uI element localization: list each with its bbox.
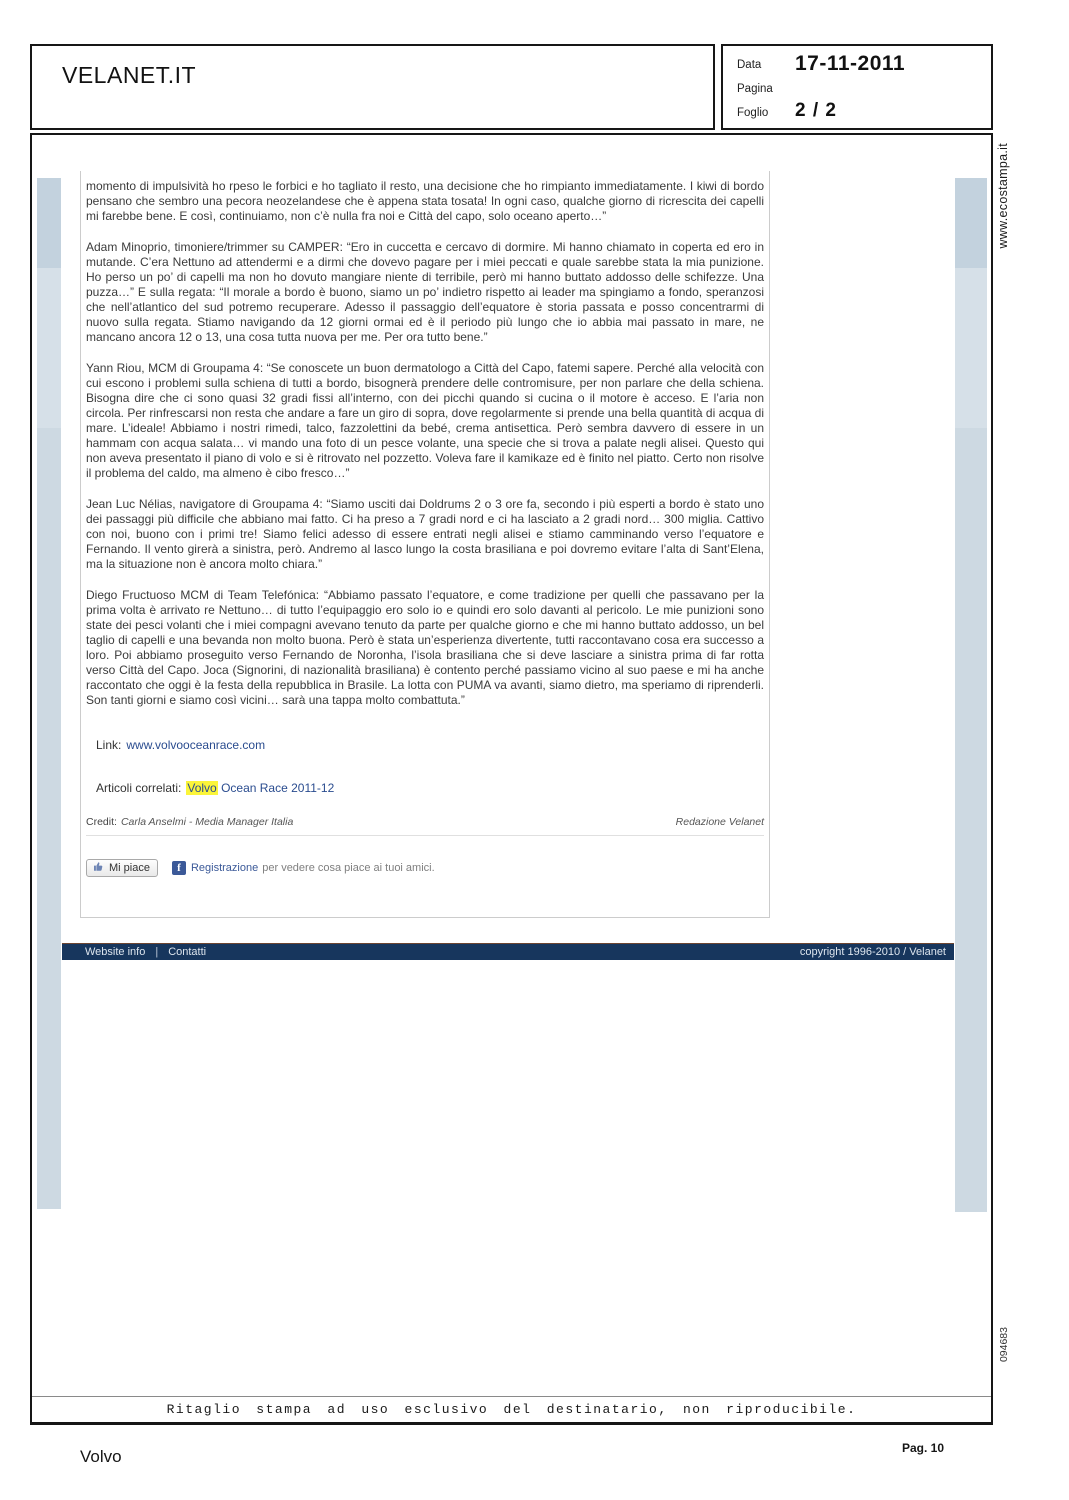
clipping-frame xyxy=(30,133,993,1425)
strip-block xyxy=(955,178,987,268)
strip-block xyxy=(37,428,61,1209)
clip-number: 094683 xyxy=(998,1327,1010,1363)
footer-link-contatti[interactable]: Contatti xyxy=(168,946,207,958)
clipping-subject: Volvo xyxy=(80,1447,122,1466)
related-link-text[interactable]: Ocean Race 2011-12 xyxy=(221,781,335,795)
disclaimer-text: Ritaglio stampa ad uso esclusivo del destinatario, non riproducibile. xyxy=(166,1402,857,1417)
sidebar-strip-right xyxy=(955,178,987,962)
article-paragraph: momento di impulsività ho rpeso le forbici e ho tagliato il resto, una decisione che ho rimpianto immediatamente. I kiwi di bordo pensano che sembro una pecora neozelandese che è appena stata tosata! In ogni caso, qualche giorno di ricrescita dei capelli mi farebbe bene. E così, continuiamo, non c’è nulla fra noi e Città del capo, solo oceano aperto…” xyxy=(86,179,764,223)
strip-block xyxy=(37,178,61,268)
fb-register-text: per vedere cosa piace ai tuoi amici. xyxy=(262,862,435,874)
strip-block xyxy=(37,268,61,428)
credit-left xyxy=(86,816,293,828)
disclaimer-strip xyxy=(32,1396,991,1422)
article-paragraph: Diego Fructuoso MCM di Team Telefónica: “Abbiamo passato l’equatore, e come tradizione per quelli che passavano per la prima volta è arrivato re Nettuno… di tutto l’equipaggio ero solo io e quindi ero solo davanti al pericolo. Le mie punizioni sono state dei pesci volanti che i miei compagni avevano tenuto da parte per qualche giorno e che mi hanno buttato addosso, un bel taglio di capelli e una bevanda non molto buona. Però è stata un’esperienza divertente, tutti raccontavano cosa era successo a loro. Poi abbiamo proseguito verso Fernando de Noronha, l’isola brasiliana che si deve lasciare a sinistra prima di far rotta verso Città del Capo. Joca (Signorini, di nazionalità brasiliana) è contento perché passiamo vicino al suo paese e mi ha anche raccontato che oggi è la festa della repubblica in Brasile. La lotta con PUMA va avanti, siamo dietro, ma speriamo di riprenderli. Son tanti giorni e siamo così vicini… sarà una tappa molto combattuta.” xyxy=(86,588,764,707)
sidebar-strip-left xyxy=(37,178,61,959)
source-title: VELANET.IT xyxy=(62,62,197,88)
link-label: Link: xyxy=(96,738,122,752)
date-value: 17-11-2011 xyxy=(795,52,906,75)
article-paragraph: Yann Riou, MCM di Groupama 4: “Se conoscete un buon dermatologo a Città del Capo, fatemi sapere. Perché alla velocità con cui escono i problemi sulla schiena di tutti a bordo, bisognerà prendere delle contromisure, per non parlare che della schiena. Bisogna dire che ci sono quasi 32 gradi fissi all’interno, con dei picchi quando si cucina o il motore è acceso. E l’aria non circola. Per rinfrescarsi non resta che andare a fare un giro di sopra, dove regolarmente si prende una bella quantità di acqua di mare. L’ideale! Abbiamo i nostri rimedi, talco, fazzolettini da bebé, crema antisettica. Però sembra davvero di essere in un hammam con acqua salata… vi mando una foto di un pesce volante, una specie che si trova a palate negli alisei. Questo qui non aveva presentato il piano di volo e si è ritrovato nel pozzetto. Voleva fare il kamikaze ed è finito nel piatto. Certo non risolve il problema del caldo, ma almeno è cibo fresco…” xyxy=(86,361,764,480)
credit-right: Redazione Velanet xyxy=(675,816,764,828)
strip-block xyxy=(955,268,987,428)
highlighted-keyword[interactable]: Volvo xyxy=(187,781,217,795)
article-content xyxy=(80,171,770,918)
date-label: Data xyxy=(737,59,762,71)
fb-register-link[interactable]: Registrazione xyxy=(190,862,259,874)
sheet-page-number: Pag. 10 xyxy=(902,1441,945,1455)
credit-row xyxy=(86,816,764,836)
page-label: Pagina xyxy=(737,83,773,95)
related-article-link[interactable] xyxy=(186,781,334,795)
related-row xyxy=(86,781,764,795)
article-link[interactable]: www.volvooceanrace.com xyxy=(126,738,266,752)
footer-separator: | xyxy=(155,946,159,958)
clipping-meta-box xyxy=(721,44,993,130)
link-row xyxy=(86,738,764,752)
facebook-icon[interactable]: f xyxy=(172,861,186,875)
strip-block xyxy=(955,428,987,1212)
sheet-value: 2 / 2 xyxy=(795,100,837,121)
credit-author: Carla Anselmi - Media Manager Italia xyxy=(120,816,294,828)
credit-label: Credit: xyxy=(86,816,117,828)
footer-link-website-info[interactable]: Website info xyxy=(85,946,146,958)
site-footer-bar xyxy=(62,943,954,960)
footer-copyright: copyright 1996-2010 / Velanet xyxy=(799,946,946,958)
fb-like-button[interactable] xyxy=(86,859,158,877)
article-paragraph: Adam Minoprio, timoniere/trimmer su CAMPER: “Ero in cuccetta e cercavo di dormire. Mi hanno chiamato in coperta ed ero in mutande. C’era Nettuno ad attendermi e a dirmi che dovevo pagare per i miei peccati e quale sarebbe stata la mia punizione. Ho perso un po’ di capelli ma non ho dovuto mangiare niente di terribile, però mi hanno buttato addosso delle schifezze. Una puzza…” E sulla regata: “Il morale a bordo è buono, siamo un po’ indietro rispetto ai leader ma spingiamo a fondo, speranzosi che nell’atlantico del sud potremo recuperare. Adesso il passaggio dell’equatore è storia passata e posso concentrarmi di nuovo sulla regata. Stiamo navigando da 12 giorni ormai ed è il periodo più lungo che io abbia mai passato in mare, ne mancano ancora 12 o 13, una cosa tutta nuova per me. Per ora tutto bene.” xyxy=(86,240,764,344)
fb-like-label: Mi piace xyxy=(109,862,150,874)
article-paragraph: Jean Luc Nélias, navigatore di Groupama 4: “Siamo usciti dai Doldrums 2 o 3 ore fa, secondo i più esperti a bordo è stato uno dei passaggi più difficile che abbiano mai fatto. Ci ha preso a 7 gradi nord e ci ha lasciato a 2 gradi nord… 300 miglia. Cattivo con noi, buono con i primi tre! Siamo felici adesso di essere entrati negli alisei e stiamo camminando verso l’equatore e Fernando. Il vento girerà a sinistra, però. Andremo al lasco lungo la costa brasiliana e poi dovremo evitare l’alta di Sant’Elena, ma la situazione non è ancora molto chiara.” xyxy=(86,497,764,571)
source-box xyxy=(30,44,715,130)
ecostampa-watermark: www.ecostampa.it xyxy=(996,143,1010,249)
facebook-row xyxy=(86,859,764,877)
related-label: Articoli correlati: xyxy=(96,781,182,795)
sheet-label: Foglio xyxy=(737,107,769,119)
thumb-up-icon xyxy=(94,861,105,875)
